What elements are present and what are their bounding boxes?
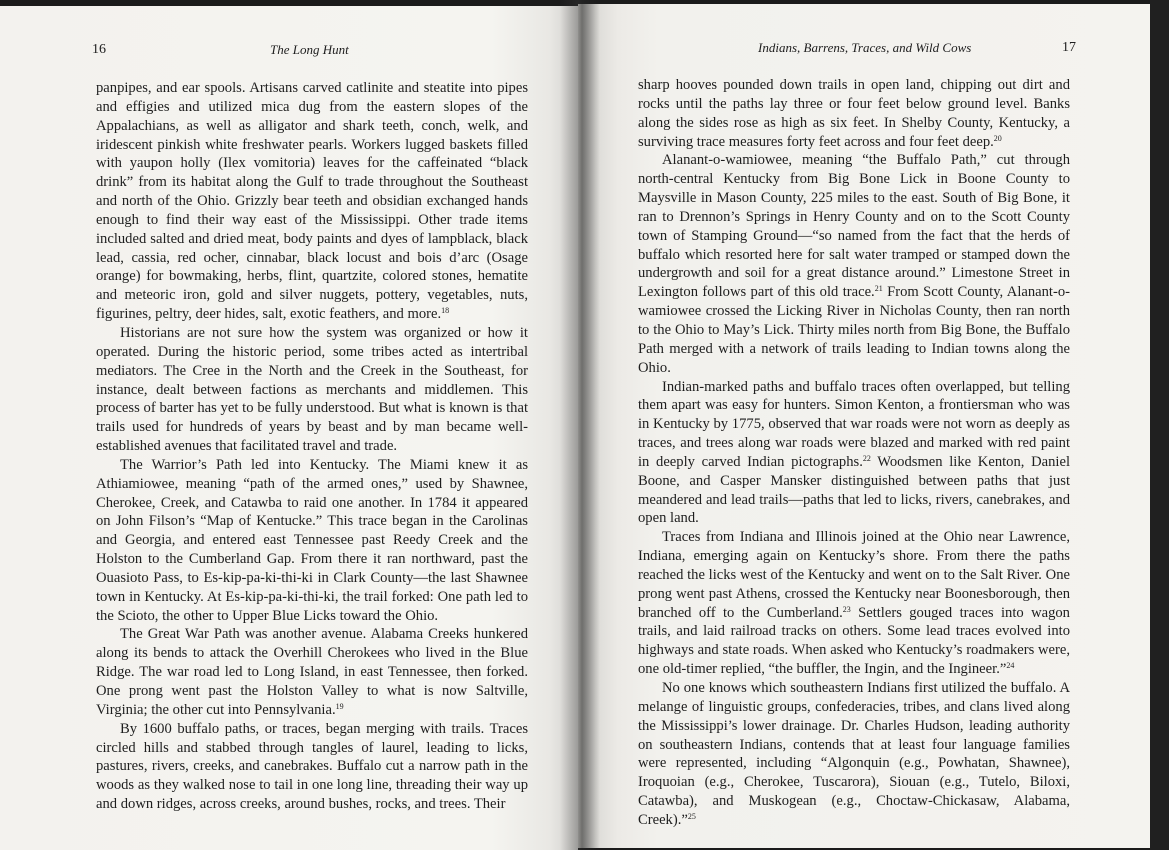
footnote-ref[interactable]: 23 [842,604,851,614]
footnote-ref[interactable]: 24 [1006,661,1015,671]
paragraph: Alanant-o-wamiowee, meaning “the Buffalo Path,” cut through north-central Kentucky from Big Bone Lick in Boone County to Maysville in Mason County, 225 miles to the east. South of Big Bone, it ran to Drennon’s Springs in Henry County and on to the Scott County town of Stamping Ground—“so named from the fact that the herds of buffalo which resorted here for salt water tramped or stamped down the undergrowth and soil for a great distance around.” Limestone Street in Lexington follows part of this old trace.$^{21}$ From Scott County, Alanant-o-wamiowee crossed the Licking River in Nicholas County, then ran north to the Ohio to May’s Lick. Thirty miles north from Big Bone, the Buffalo Path merged with a network of trails leading to Indian towns along the Ohio. [638,152,1071,376]
paragraph: No one knows which southeastern Indians first utilized the buffalo. A melange of linguistic groups, confederacies, tribes, and clans lived along the Mississippi’s lower drainage. Dr. Charles Hudson, leading authority on southeastern Indians, contends that at least four language families were represented, including “Algonquin (e.g., Powhatan, Shawnee), Iroquoian (e.g., Cherokee, Tuscarora), Siouan (e.g., Tutelo, Biloxi, Catawba), and Muskogean (e.g., Choctaw-Chickasaw, Alabama, Creek).”$^{25}$ [638,680,1070,828]
running-head: Indians, Barrens, Traces, and Wild Cows [758,40,972,55]
footnote-ref[interactable]: 21 [874,284,883,294]
footnote-ref[interactable]: 19 [335,701,344,711]
scan-edge [1150,0,1169,850]
page-number: 17 [1062,40,1076,55]
footnote-ref[interactable]: 25 [687,811,696,821]
paragraph: Traces from Indiana and Illinois joined at the Ohio near Lawrence, Indiana, emerging again on Kentucky’s shore. From there the paths reached the licks west of the Kentucky and went on to the Salt River. One prong went past Athens, crossed the Kentucky near Boonesborough, then branched off to the Cumberland.$^{23}$ Settlers gouged traces into wagon trails, and laid railroad tracks on others. Some lead traces evolved into highways and state roads. When asked who Kentucky’s roadmakers were, one old-timer replied, “the buffler, the Ingin, and the Ingineer.”$^{24}$ [638,529,1070,678]
paragraph: Indian-marked paths and buffalo traces often overlapped, but telling them apart was easy for hunters. Simon Kenton, a frontiersman who was in Kentucky by 1775, observed that war roads were not worn as deeply as traces, and trees along war roads were blazed and marked with red paint in deeply carved Indian pictographs.$^{22}$ Woodsmen like Kenton, Daniel Boone, and Casper Mansker distinguished between paths that just meandered and lead trails—paths that led to licks, rivers, canebrakes, and open land. [638,378,1070,527]
paragraph: panpipes, and ear spools. Artisans carved catlinite and steatite into pipes and effigies and utilized mica dug from the eastern slopes of the Appalachians, as well as alligator and shark teeth, conch, welk, and iridescent pinkish white freshwater pearls. Workers lugged baskets filled with yaupon holly (Ilex vomitoria) leaves for the caffeinated “black drink” from its habitat along the Gulf to trade throughout the Southeast and north of the Ohio. Grizzly bear teeth and obsidian exchanged hands enough to find their way east of the Mississippi. Other trade items included salted and dried meat, body paints and dyes of lampblack, black lead, cassia, red ocher, cinnabar, black locust and bois d’arc (Osage orange) for bowmaking, herbs, flint, quartzite, colored stones, hematite and meteoric iron, gold and silver nuggets, pottery, vegetables, nuts, figurines, peltry, deer hides, salt, exotic feathers, and more.$^{18}$ [96,80,528,323]
paragraph: The Great War Path was another avenue. Alabama Creeks hunkered along its bends to attack the Overhill Cherokees who lived in the Blue Ridge. The war road led to Long Island, in east Tennessee, then forked. One prong went past the Holston Valley to what is now Saltville, Virginia; the other cut into Pennsylvania.$^{19}$ [96,626,528,718]
running-head: The Long Hunt [270,42,349,57]
paragraph: Historians are not sure how the system was organized or how it operated. During the historic period, some tribes acted as intertribal mediators. The Cree in the North and the Creek in the Southeast, for instance, dealt between factions as merchants and middlemen. This process of barter has yet to be fully understood. But what is known is that trails used for hundreds of years by beast and by man became well-established avenues that facilitated travel and trade. [96,324,528,455]
footnote-ref[interactable]: 22 [862,453,871,463]
page-number: 16 [92,42,106,57]
body-text [638,76,1070,830]
paragraph: By 1600 buffalo paths, or traces, began merging with trails. Traces circled hills and stabbed through tangles of laurel, leading to licks, pastures, rivers, creeks, and canebrakes. Buffalo cut a narrow path in the woods as they walked nose to tail in one long line, threading their way up and down ridges, across creeks, around bushes, rocks, and trees. Their [96,720,528,813]
footnote-ref[interactable]: 20 [993,133,1002,143]
body-text [96,79,528,814]
left-page [0,6,578,850]
paragraph: sharp hooves pounded down trails in open land, chipping out dirt and rocks until the paths lay three or four feet below ground level. Banks along the sides rose as high as six feet. In Shelby County, Kentucky, a surviving trace measures forty feet across and four feet deep.$^{20}$ [638,77,1070,150]
right-page [578,4,1150,848]
footnote-ref[interactable]: 18 [441,306,450,316]
paragraph: The Warrior’s Path led into Kentucky. The Miami knew it as Athiamiowee, meaning “path of the armed ones,” used by Shawnee, Cherokee, Creek, and Catawba to raid one another. In 1784 it appeared on John Filson’s “Map of Kentucke.” This trace began in the Carolinas and Georgia, and entered east Tennessee past Reedy Creek and the Holston to the Cumberland Gap. From there it ran northward, past the Ouasioto Pass, to Es-kip-pa-ki-thi-ki in Clark County—the last Shawnee town in Kentucky. At Es-kip-pa-ki-thi-ki, the trail forked: One path led to the Scioto, the other to Upper Blue Licks toward the Ohio. [96,456,528,624]
